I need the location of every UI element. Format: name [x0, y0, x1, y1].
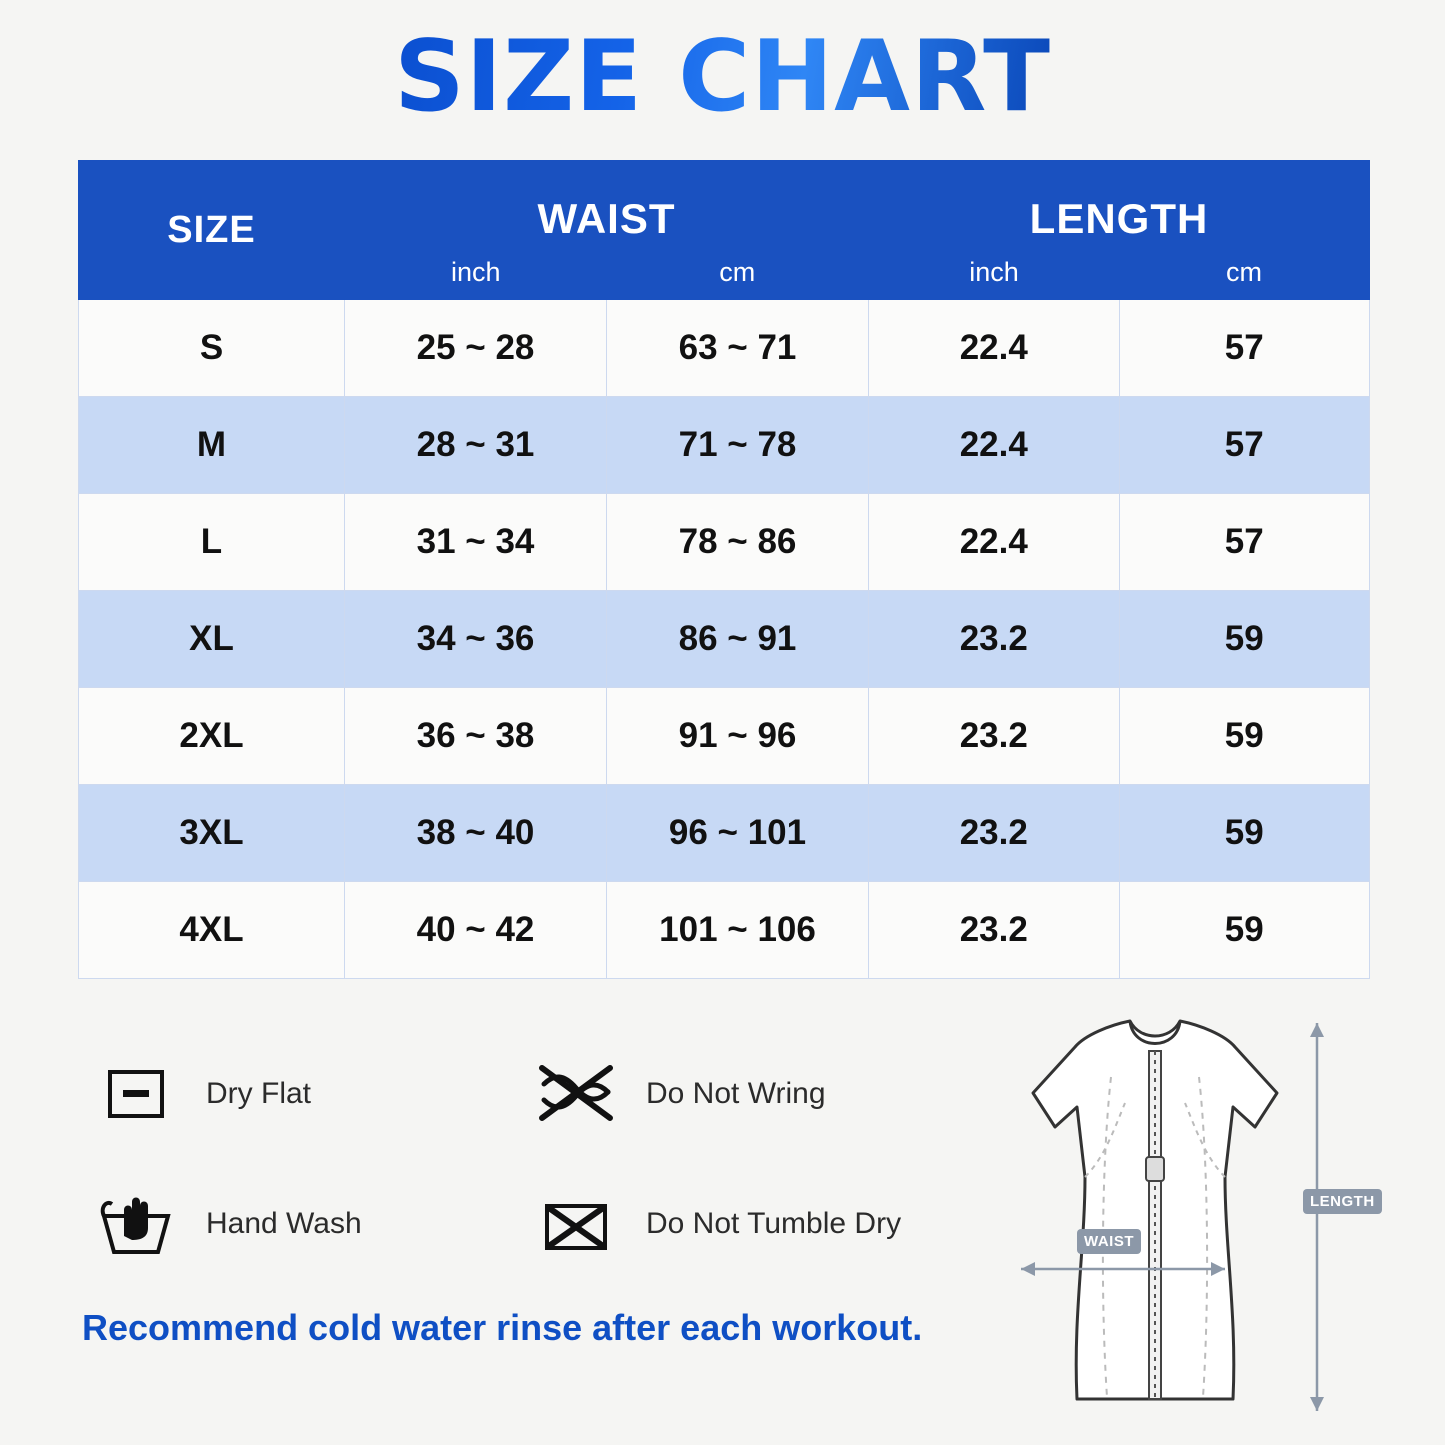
cell-length-cm: 59 — [1119, 785, 1370, 882]
do-not-wring-icon — [528, 1046, 624, 1142]
cell-waist-cm: 91 ~ 96 — [607, 688, 869, 785]
care-row — [88, 1029, 968, 1159]
cell-size: S — [79, 300, 345, 397]
cell-waist-inch: 34 ~ 36 — [345, 591, 607, 688]
cell-waist-inch: 38 ~ 40 — [345, 785, 607, 882]
cell-waist-cm: 86 ~ 91 — [607, 591, 869, 688]
cell-size: L — [79, 494, 345, 591]
cell-length-cm: 57 — [1119, 300, 1370, 397]
care-item-do-not-wring — [528, 1046, 968, 1142]
column-header-size: SIZE — [79, 161, 345, 300]
cell-waist-cm: 78 ~ 86 — [607, 494, 869, 591]
length-measure-badge: LENGTH — [1303, 1189, 1382, 1214]
dry-flat-icon — [88, 1046, 184, 1142]
cell-size: 2XL — [79, 688, 345, 785]
size-chart-table-wrapper — [78, 160, 1366, 979]
column-subheader-length-cm: cm — [1226, 256, 1262, 287]
cell-length-cm: 59 — [1119, 591, 1370, 688]
cell-length-inch: 22.4 — [869, 397, 1120, 494]
care-label: Hand Wash — [206, 1207, 362, 1240]
page-title: SIZE CHART — [394, 20, 1051, 134]
column-subheader-length-inch: inch — [969, 256, 1019, 287]
cell-length-inch: 23.2 — [869, 688, 1120, 785]
cell-waist-inch: 25 ~ 28 — [345, 300, 607, 397]
cell-length-cm: 59 — [1119, 688, 1370, 785]
cell-waist-cm: 96 ~ 101 — [607, 785, 869, 882]
recommendation-text: Recommend cold water rinse after each workout. — [82, 1307, 923, 1348]
table-row — [79, 785, 1370, 882]
do-not-tumble-dry-icon — [528, 1176, 624, 1272]
table-row — [79, 882, 1370, 979]
cell-waist-inch: 36 ~ 38 — [345, 688, 607, 785]
care-item-dry-flat — [88, 1046, 528, 1142]
cell-waist-inch: 40 ~ 42 — [345, 882, 607, 979]
care-item-hand-wash — [88, 1176, 528, 1272]
cell-length-cm: 57 — [1119, 494, 1370, 591]
hand-wash-icon — [88, 1176, 184, 1272]
table-row — [79, 397, 1370, 494]
cell-size: 4XL — [79, 882, 345, 979]
table-body — [79, 300, 1370, 979]
cell-waist-inch: 28 ~ 31 — [345, 397, 607, 494]
care-label: Do Not Tumble Dry — [646, 1207, 902, 1240]
cell-length-inch: 22.4 — [869, 494, 1120, 591]
cell-length-inch: 23.2 — [869, 882, 1120, 979]
column-subheader-waist-cm: cm — [719, 256, 756, 287]
page-title-area — [0, 0, 1445, 150]
table-row — [79, 688, 1370, 785]
cell-length-cm: 59 — [1119, 882, 1370, 979]
table-row — [79, 494, 1370, 591]
cell-size: XL — [79, 591, 345, 688]
care-instructions — [88, 1029, 968, 1289]
cell-length-inch: 23.2 — [869, 591, 1120, 688]
column-subheader-waist-inch: inch — [450, 256, 501, 287]
cell-waist-cm: 71 ~ 78 — [607, 397, 869, 494]
waist-measure-badge: WAIST — [1077, 1229, 1141, 1254]
column-header-length-label: LENGTH — [1029, 194, 1209, 242]
care-label: Dry Flat — [206, 1077, 311, 1110]
column-header-waist — [345, 161, 869, 300]
size-chart-table — [78, 160, 1370, 979]
care-item-do-not-tumble-dry — [528, 1176, 968, 1272]
cell-length-inch: 23.2 — [869, 785, 1120, 882]
table-header — [79, 161, 1370, 300]
cell-size: 3XL — [79, 785, 345, 882]
cell-length-cm: 57 — [1119, 397, 1370, 494]
cell-waist-cm: 63 ~ 71 — [607, 300, 869, 397]
care-label: Do Not Wring — [646, 1077, 826, 1110]
table-row — [79, 300, 1370, 397]
bottom-section — [0, 1007, 1445, 1427]
cell-size: M — [79, 397, 345, 494]
column-header-waist-label: WAIST — [537, 194, 676, 242]
table-header-row — [79, 161, 1370, 300]
table-row — [79, 591, 1370, 688]
cell-length-inch: 22.4 — [869, 300, 1120, 397]
column-header-length — [869, 161, 1370, 300]
garment-illustration — [925, 1007, 1385, 1427]
care-row — [88, 1159, 968, 1289]
cell-waist-cm: 101 ~ 106 — [607, 882, 869, 979]
cell-waist-inch: 31 ~ 34 — [345, 494, 607, 591]
